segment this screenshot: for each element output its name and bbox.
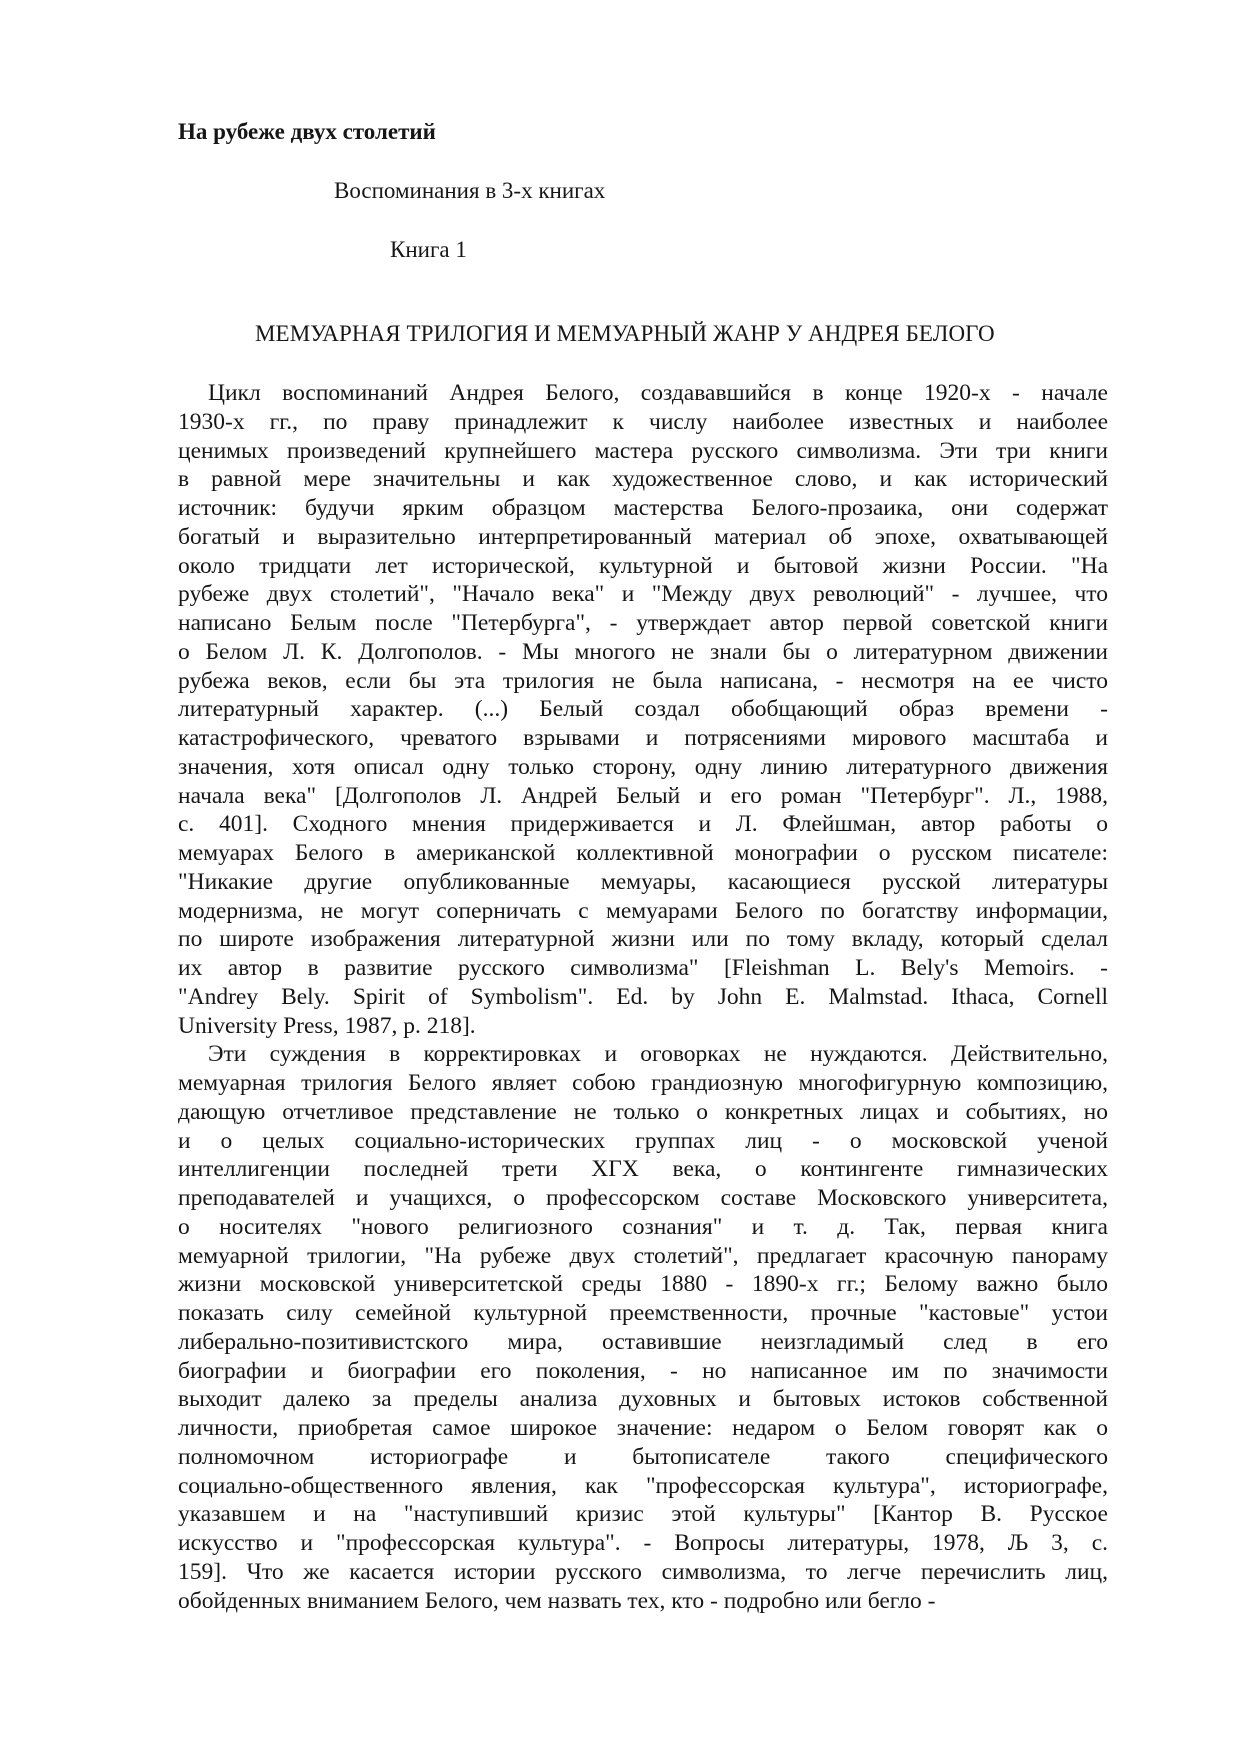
book-number: Книга 1 xyxy=(390,237,467,262)
body-text xyxy=(178,379,1108,1615)
text-line: жизни московской университетской среды 1880 - 1890-х гг.; Белому важно было xyxy=(178,1271,1108,1298)
paragraph xyxy=(178,1040,1108,1615)
book-subtitle: Воспоминания в 3-х книгах xyxy=(334,178,606,203)
text-line: Эти суждения в корректировках и оговорках не нуждаются. Действительно, xyxy=(208,1041,1108,1068)
text-line: 159]. Что же касается истории русского символизма, то легче перечислить лиц, xyxy=(178,1558,1108,1585)
text-line: начала века" [Долгополов Л. Андрей Белый и его роман "Петербург". Л., 1988, xyxy=(178,782,1108,809)
text-line: "Никакие другие опубликованные мемуары, касающиеся русской литературы xyxy=(178,868,1108,895)
text-line: написано Белым после "Петербурга", - утверждает автор первой советской книги xyxy=(178,610,1108,636)
text-line: рубежа веков, если бы эта трилогия не была написана, - несмотря на ее чисто xyxy=(178,667,1108,694)
text-line: о Белом Л. К. Долгополов. - Мы многого не знали бы о литературном движении xyxy=(178,638,1108,665)
text-line: University Press, 1987, p. 218]. xyxy=(178,1012,476,1039)
text-line: и о целых социально-исторических группах лиц - о московской ученой xyxy=(178,1127,1108,1154)
text-line: с. 401]. Сходного мнения придерживается и Л. Флейшман, автор работы о xyxy=(178,811,1108,838)
text-line: модернизма, не могут соперничать с мемуарами Белого по богатству информации, xyxy=(178,897,1108,924)
text-line: мемуарная трилогия Белого являет собою грандиозную многофигурную композицию, xyxy=(178,1070,1108,1096)
text-line: 1930-х гг., по праву принадлежит к числу наиболее известных и наиболее xyxy=(178,408,1108,435)
section-heading: МЕМУАРНАЯ ТРИЛОГИЯ И МЕМУАРНЫЙ ЖАНР У АНДРЕЯ БЕЛОГО xyxy=(255,321,995,346)
text-line: в равной мере значительны и как художественное слово, и как исторический xyxy=(178,466,1108,493)
text-line: около тридцати лет исторической, культурной и бытовой жизни России. "На xyxy=(178,552,1108,579)
text-line: преподавателей и учащихся, о профессорском составе Московского университета, xyxy=(178,1185,1108,1211)
text-line: рубеже двух столетий", "Начало века" и "Между двух революций" - лучшее, что xyxy=(178,581,1108,608)
text-line: либерально-позитивистского мира, оставившие неизгладимый след в его xyxy=(178,1328,1108,1355)
text-line: о носителях "нового религиозного сознания" и т. д. Так, первая книга xyxy=(178,1213,1108,1240)
text-line: обойденных вниманием Белого, чем назвать тех, кто - подробно или бегло - xyxy=(178,1587,936,1614)
text-line: источник: будучи ярким образцом мастерства Белого-прозаика, они содержат xyxy=(178,495,1108,521)
text-line: искусство и "профессорская культура". - Вопросы литературы, 1978, Љ 3, с. xyxy=(178,1530,1108,1556)
text-line: литературный характер. (...) Белый создал обобщающий образ времени - xyxy=(178,696,1108,723)
text-line: значения, хотя описал одну только сторону, одну линию литературного движения xyxy=(178,753,1108,780)
text-line: выходит далеко за пределы анализа духовных и бытовых истоков собственной xyxy=(178,1386,1108,1413)
text-line: личности, приобретая самое широкое значение: недаром о Белом говорят как о xyxy=(178,1415,1108,1441)
text-line: мемуарах Белого в американской коллективной монографии о русском писателе: xyxy=(178,840,1108,866)
text-line: мемуарной трилогии, "На рубеже двух столетий", предлагает красочную панораму xyxy=(178,1242,1108,1269)
text-line: Цикл воспоминаний Андрея Белого, создававшийся в конце 1920-х - начале xyxy=(208,380,1108,406)
text-line: дающую отчетливое представление не только о конкретных лицах и событиях, но xyxy=(178,1098,1108,1125)
text-line: богатый и выразительно интерпретированный материал об эпохе, охватывающей xyxy=(178,523,1108,550)
text-line: социально-общественного явления, как "профессорская культура", историографе, xyxy=(178,1472,1108,1499)
text-line: катастрофического, чреватого взрывами и потрясениями мирового масштаба и xyxy=(178,725,1108,751)
paragraph xyxy=(178,379,1108,1040)
text-line: указавшем и на "наступивший кризис этой культуры" [Кантор В. Русское xyxy=(178,1501,1108,1528)
text-line: по широте изображения литературной жизни или по тому вкладу, который сделал xyxy=(178,926,1108,953)
text-line: их автор в развитие русского символизма" [Fleishman L. Bely's Memoirs. - xyxy=(178,955,1108,981)
book-title: На рубеже двух столетий xyxy=(178,119,436,144)
text-line: ценимых произведений крупнейшего мастера русского символизма. Эти три книги xyxy=(178,437,1108,464)
text-line: "Andrey Bely. Spirit of Symbolism". Ed. by John E. Malmstad. Ithaca, Cornell xyxy=(178,983,1108,1010)
text-line: биографии и биографии его поколения, - но написанное им по значимости xyxy=(178,1357,1108,1384)
text-line: полномочном историографе и бытописателе такого специфического xyxy=(178,1443,1108,1470)
text-line: показать силу семейной культурной преемственности, прочные "кастовые" устои xyxy=(178,1300,1108,1326)
text-line: интеллигенции последней трети XГХ века, о контингенте гимназических xyxy=(178,1156,1108,1183)
